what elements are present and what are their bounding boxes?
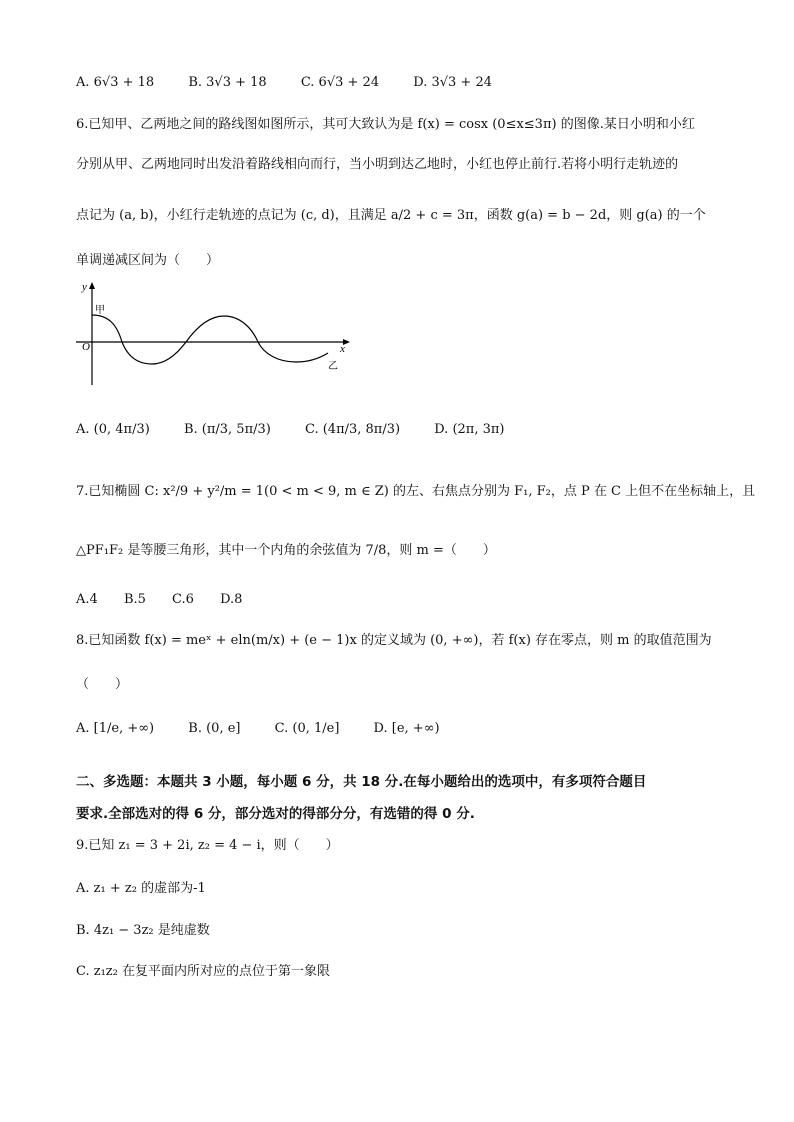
q8-option-a: A. [1/e, +∞) — [76, 721, 155, 736]
q8-options — [76, 717, 470, 741]
q9-option-b: B. 4z₁ − 3z₂ 是纯虚数 — [76, 923, 210, 938]
section2-heading-line2: 要求.全部选对的得 6 分，部分选对的得部分分，有选错的得 0 分. — [76, 806, 475, 822]
q7-option-d: D.8 — [220, 592, 243, 607]
q6-option-d: D. (2π, 3π) — [434, 422, 505, 437]
q6-cos-curve — [92, 315, 328, 364]
q6-y-label: y — [82, 281, 87, 293]
q6-stem-line4: 单调递减区间为（ ） — [76, 253, 220, 268]
q9-option-c: C. z₁z₂ 在复平面内所对应的点位于第一象限 — [76, 964, 331, 979]
q8-stem-line2: （ ） — [76, 677, 129, 692]
q7-option-a: A.4 — [76, 592, 98, 607]
q6-origin-label: O — [82, 341, 90, 353]
q8-option-c: C. (0, 1/e] — [274, 721, 340, 736]
q5-options — [76, 71, 522, 95]
q6-option-b: B. (π/3, 5π/3) — [183, 422, 271, 437]
q6-stem-line2: 分别从甲、乙两地同时出发沿着路线相向而行，当小明到达乙地时，小红也停止前行.若将小明行走轨迹的 — [76, 157, 679, 172]
q6-y-axis-arrow — [89, 282, 95, 289]
q7-stem-line2: △PF₁F₂ 是等腰三角形，其中一个内角的余弦值为 7/8，则 m =（ ） — [76, 543, 496, 558]
q9-stem: 9.已知 z₁ = 3 + 2i, z₂ = 4 − i，则（ ） — [76, 838, 339, 853]
q7-option-b: B.5 — [123, 592, 146, 607]
q6-x-label: x — [340, 343, 345, 355]
section2-heading-line1: 二、多选题：本题共 3 小题，每小题 6 分，共 18 分.在每小题给出的选项中，有多项符合题目 — [76, 774, 647, 790]
q6-option-c: C. (4π/3, 8π/3) — [304, 422, 401, 437]
q7-option-c: C.6 — [172, 592, 194, 607]
q6-options — [76, 418, 534, 442]
q5-option-b: B. 3√3 + 18 — [188, 75, 267, 90]
q5-option-d: D. 3√3 + 24 — [413, 75, 492, 90]
q6-stem-line3: 点记为 (a, b)，小红行走轨迹的点记为 (c, d)，且满足 a/2 + c = 3π，函数 g(a) = b − 2d，则 g(a) 的一个 — [76, 208, 706, 223]
q5-option-a: A. 6√3 + 18 — [76, 75, 155, 90]
q7-stem-line1: 7.已知椭圆 C: x²/9 + y²/m = 1(0 < m < 9, m ∈ Z) 的左、右焦点分别为 F₁, F₂，点 P 在 C 上但不在坐标轴上，且 — [76, 484, 756, 499]
q8-option-b: B. (0, e] — [188, 721, 241, 736]
q6-start-label: 甲 — [95, 305, 105, 316]
q6-option-a: A. (0, 4π/3) — [76, 422, 150, 437]
q6-route-figure — [74, 280, 354, 390]
q6-stem-line1: 6.已知甲、乙两地之间的路线图如图所示，其可大致认为是 f(x) = cosx (0≤x≤3π) 的图像.某日小明和小红 — [76, 117, 695, 132]
q8-option-d: D. [e, +∞) — [373, 721, 440, 736]
q8-stem-line1: 8.已知函数 f(x) = meˣ + eln(m/x) + (e − 1)x 的定义域为 (0, +∞)，若 f(x) 存在零点，则 m 的取值范围为 — [76, 633, 712, 648]
q5-option-c: C. 6√3 + 24 — [300, 75, 380, 90]
q9-option-a: A. z₁ + z₂ 的虚部为-1 — [76, 881, 206, 896]
q6-end-label: 乙 — [328, 361, 338, 372]
q7-options — [76, 588, 272, 612]
